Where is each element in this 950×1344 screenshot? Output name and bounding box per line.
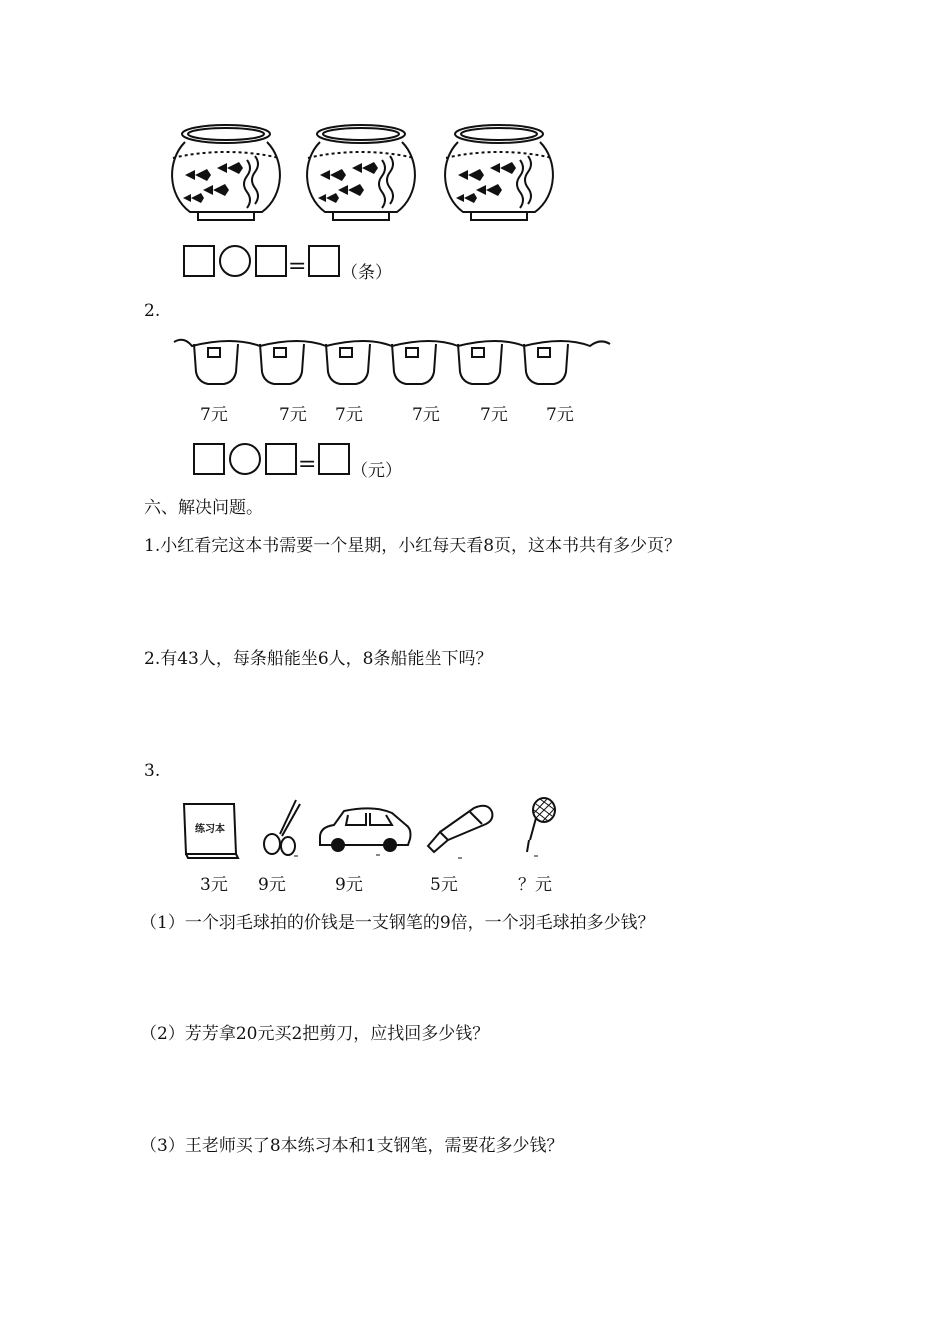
price-label: 7元 — [279, 405, 307, 425]
unit-label: （条） — [341, 263, 392, 283]
operator-circle[interactable] — [219, 245, 251, 277]
fountain-pen-icon — [424, 800, 496, 860]
notebook-icon — [180, 802, 240, 860]
price-label: 7元 — [200, 405, 228, 425]
price-label: ？元 — [518, 875, 552, 895]
car-icon — [316, 805, 414, 857]
answer-box[interactable] — [193, 443, 225, 475]
price-label: 7元 — [412, 405, 440, 425]
price-label: 7元 — [546, 405, 574, 425]
answer-box[interactable] — [308, 245, 340, 277]
operator-circle[interactable] — [229, 443, 261, 475]
answer-box[interactable] — [265, 443, 297, 475]
fishbowl-3 — [438, 120, 560, 225]
equals-sign: = — [298, 452, 317, 477]
fishbowl-2 — [300, 120, 422, 225]
equals-sign: = — [288, 254, 307, 279]
price-label: 9元 — [258, 875, 286, 895]
price-label: 9元 — [335, 875, 363, 895]
unit-label: （元） — [351, 461, 402, 481]
section-heading: 六、解决问题。 — [144, 498, 263, 518]
notebook-label: 练习本 — [195, 824, 225, 835]
badminton-racket-icon — [520, 796, 560, 860]
aprons-on-line — [172, 336, 602, 391]
answer-box[interactable] — [318, 443, 350, 475]
price-label: 7元 — [480, 405, 508, 425]
price-label: 3元 — [200, 875, 228, 895]
question-1: 1.小红看完这本书需要一个星期，小红每天看8页，这本书共有多少页？ — [144, 536, 682, 556]
answer-box[interactable] — [183, 245, 215, 277]
price-label: 5元 — [430, 875, 458, 895]
price-label: 7元 — [335, 405, 363, 425]
sub-question-2: （2）芳芳拿20元买2把剪刀，应找回多少钱？ — [140, 1024, 490, 1044]
sub-question-1: （1）一个羽毛球拍的价钱是一支钢笔的9倍，一个羽毛球拍多少钱？ — [140, 913, 655, 933]
question-2: 2.有43人，每条船能坐6人，8条船能坐下吗？ — [144, 649, 493, 669]
scissors-icon — [260, 798, 304, 860]
sub-question-3: （3）王老师买了8本练习本和1支钢笔，需要花多少钱？ — [140, 1136, 564, 1156]
fishbowl-1 — [165, 120, 287, 225]
answer-box[interactable] — [255, 245, 287, 277]
question-number: 3. — [144, 761, 161, 781]
question-number: 2. — [144, 301, 161, 321]
